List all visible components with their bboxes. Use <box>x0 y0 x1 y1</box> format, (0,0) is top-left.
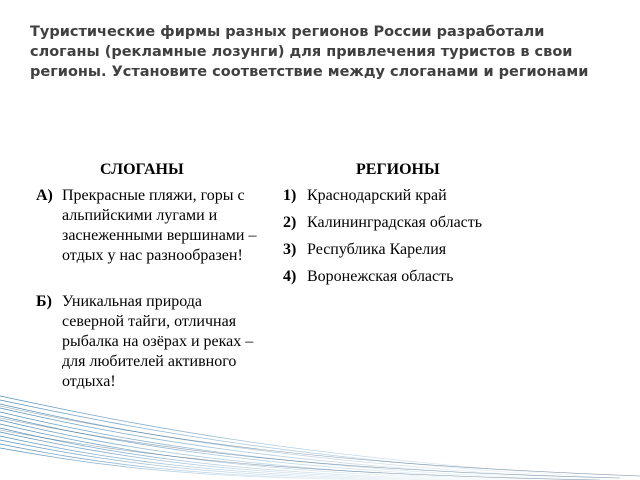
region-text: Воронежская область <box>307 268 454 285</box>
slogan-text: Прекрасные пляжи, горы с альпийскими лугами и заснеженными вершинами – отдых у нас разнообразен! <box>62 187 257 264</box>
regions-heading: РЕГИОНЫ <box>356 161 440 178</box>
region-marker: 2) <box>283 214 297 231</box>
task-title: Туристические фирмы разных регионов России разработали слоганы (рекламные лозунги) для привлечения туристов в свои регионы. Установите соответствие между слоганами и регионами <box>30 24 589 80</box>
slogans-heading: СЛОГАНЫ <box>100 161 184 178</box>
slogan-text: Уникальная природа северной тайги, отличная рыбалка на озёрах и реках – для любителей активного отдыха! <box>62 293 254 390</box>
region-text: Калининградская область <box>307 214 483 231</box>
region-marker: 3) <box>283 241 297 258</box>
slogan-marker: Б) <box>36 293 52 310</box>
region-marker: 1) <box>283 187 297 204</box>
decorative-swoosh <box>0 388 640 480</box>
region-marker: 4) <box>283 268 297 285</box>
slogan-marker: А) <box>36 187 53 204</box>
region-text: Республика Карелия <box>307 241 447 258</box>
region-text: Краснодарский край <box>307 187 447 204</box>
